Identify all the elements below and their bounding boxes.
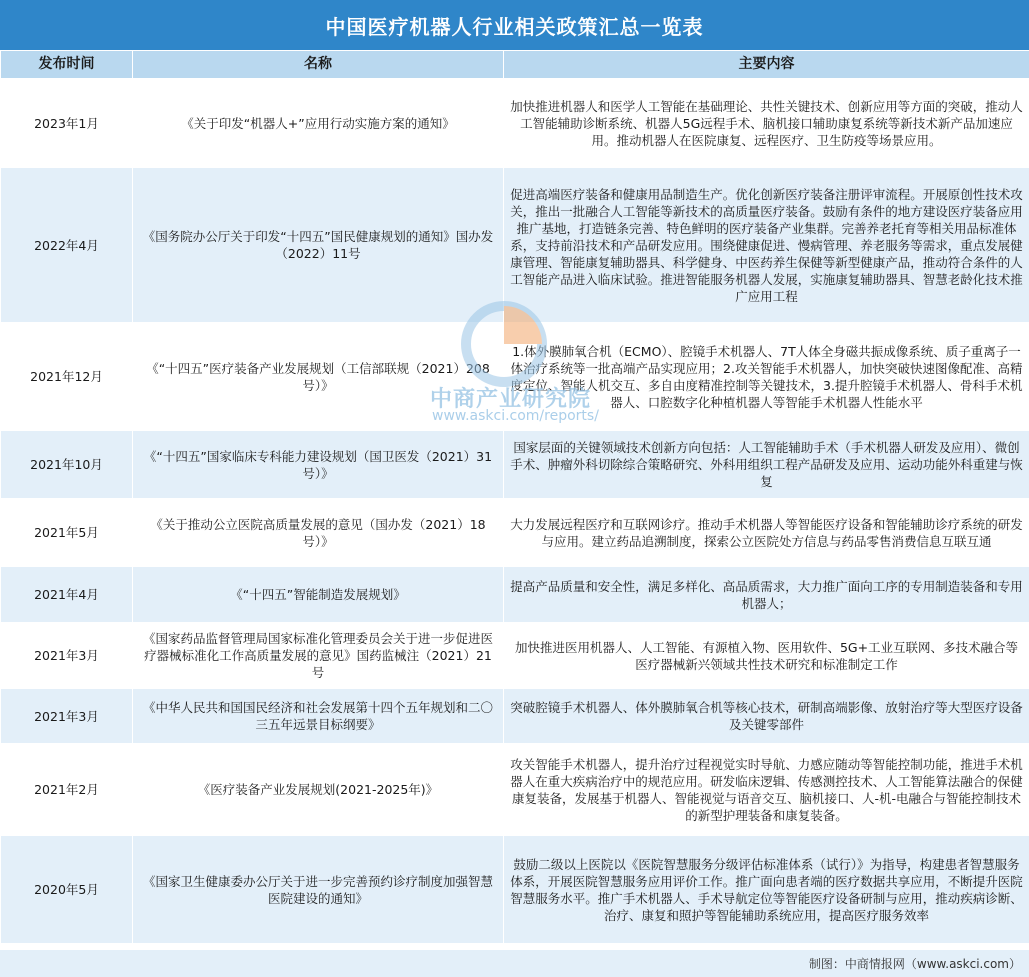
row-name: 《“十四五”智能制造发展规划》 bbox=[133, 567, 504, 623]
row-content: 加快推进医用机器人、人工智能、有源植入物、医用软件、5G+工业互联网、多技术融合等医疗器械新兴领域共性技术研究和标准制定工作 bbox=[504, 623, 1029, 689]
watermark-brand: 中商产业研究院 bbox=[430, 387, 592, 412]
table-row bbox=[1, 168, 1029, 323]
table-row bbox=[1, 431, 1029, 499]
row-date: 2021年12月 bbox=[1, 323, 133, 431]
row-name: 《“十四五”医疗装备产业发展规划（工信部联规（2021）208号）》 bbox=[133, 323, 504, 431]
watermark-url: www.askci.com/reports/ bbox=[432, 408, 599, 424]
row-name: 《关于推动公立医院高质量发展的意见（国办发（2021）18号）》 bbox=[133, 499, 504, 567]
row-name: 《中华人民共和国国民经济和社会发展第十四个五年规划和二〇三五年远景目标纲要》 bbox=[133, 689, 504, 744]
table-row bbox=[1, 499, 1029, 567]
row-name: 《“十四五”国家临床专科能力建设规划（国卫医发（2021）31号）》 bbox=[133, 431, 504, 499]
row-date: 2021年3月 bbox=[1, 689, 133, 744]
row-date: 2023年1月 bbox=[1, 79, 133, 168]
row-name: 《关于印发“机器人+”应用行动实施方案的通知》 bbox=[133, 79, 504, 168]
row-content: 促进高端医疗装备和健康用品制造生产。优化创新医疗装备注册评审流程。开展原创性技术攻关，推出一批融合人工智能等新技术的高质量医疗装备。鼓励有条件的地方建设医疗装备应用推广基地，打造链条完善、特色鲜明的医疗装备产业集群。完善养老托育等相关用品标准体系，支持前沿技术和产品研发应用。围绕健康促进、慢病管理、养老服务等需求，重点发展健康管理、智能康复辅助器具、科学健身、中医药养生保健等新型健康产品，推动符合条件的人工智能产品进入临床试验。推进智能服务机器人发展，实施康复辅助器具、智慧老龄化技术推广应用工程 bbox=[504, 168, 1029, 323]
row-name: 《国家药品监督管理局国家标准化管理委员会关于进一步促进医疗器械标准化工作高质量发展的意见》国药监械注（2021）21号 bbox=[133, 623, 504, 689]
table-row bbox=[1, 744, 1029, 836]
row-content: 鼓励二级以上医院以《医院智慧服务分级评估标准体系（试行）》为指导，构建患者智慧服务体系，开展医院智慧服务应用评价工作。推广面向患者端的医疗数据共享应用，不断提升医院智慧服务水平。推广手术机器人、手术导航定位等智能医疗设备研制与应用，推动疾病诊断、治疗、康复和照护等智能辅助系统应用，提高医疗服务效率 bbox=[504, 836, 1029, 944]
row-name: 《国务院办公厅关于印发“十四五”国民健康规划的通知》国办发（2022）11号 bbox=[133, 168, 504, 323]
row-date: 2021年2月 bbox=[1, 744, 133, 836]
table-row bbox=[1, 623, 1029, 689]
table-header-row bbox=[1, 51, 1029, 79]
row-date: 2021年10月 bbox=[1, 431, 133, 499]
column-header-name: 名称 bbox=[133, 51, 504, 79]
row-content: 攻关智能手术机器人，提升治疗过程视觉实时导航、力感应随动等智能控制功能，推进手术机器人在重大疾病治疗中的规范应用。研发临床逻辑、传感测控技术、人工智能算法融合的保健康复装备，发展基于机器人、智能视觉与语音交互、脑机接口、人-机-电融合与智能控制技术的新型护理装备和康复装备。 bbox=[504, 744, 1029, 836]
footer-credit: 制图：中商情报网（www.askci.com） bbox=[0, 950, 1029, 977]
table-row bbox=[1, 567, 1029, 623]
row-content: 突破腔镜手术机器人、体外膜肺氧合机等核心技术，研制高端影像、放射治疗等大型医疗设备及关键零部件 bbox=[504, 689, 1029, 744]
row-date: 2022年4月 bbox=[1, 168, 133, 323]
row-name: 《医疗装备产业发展规划(2021-2025年)》 bbox=[133, 744, 504, 836]
row-date: 2021年3月 bbox=[1, 623, 133, 689]
policy-table bbox=[0, 50, 1029, 944]
row-content: 大力发展远程医疗和互联网诊疗。推动手术机器人等智能医疗设备和智能辅助诊疗系统的研发与应用。建立药品追溯制度，探索公立医院处方信息与药品零售消费信息互联互通 bbox=[504, 499, 1029, 567]
column-header-date: 发布时间 bbox=[1, 51, 133, 79]
table-row bbox=[1, 79, 1029, 168]
row-content: 提高产品质量和安全性，满足多样化、高品质需求，大力推广面向工序的专用制造装备和专用机器人； bbox=[504, 567, 1029, 623]
row-content: 1.体外膜肺氧合机（ECMO）、腔镜手术机器人、7T人体全身磁共振成像系统、质子重离子一体治疗系统等一批高端产品实现应用；2.攻关智能手术机器人，加快突破快速图像配准、高精度定位、智能人机交互、多自由度精准控制等关键技术，3.提升腔镜手术机器人、骨科手术机器人、口腔数字化种植机器人等智能手术机器人性能水平 bbox=[504, 323, 1029, 431]
row-content: 加快推进机器人和医学人工智能在基础理论、共性关键技术、创新应用等方面的突破，推动人工智能辅助诊断系统、机器人5G远程手术、脑机接口辅助康复系统等新技术新产品加速应用。推动机器人在医院康复、远程医疗、卫生防疫等场景应用。 bbox=[504, 79, 1029, 168]
page-title: 中国医疗机器人行业相关政策汇总一览表 bbox=[0, 0, 1029, 50]
row-content: 国家层面的关键领域技术创新方向包括：人工智能辅助手术（手术机器人研发及应用）、微创手术、肿瘤外科切除综合策略研究、外科用组织工程产品研发及应用、运动功能外科重建与恢复 bbox=[504, 431, 1029, 499]
row-date: 2021年4月 bbox=[1, 567, 133, 623]
table-row bbox=[1, 689, 1029, 744]
table-row bbox=[1, 836, 1029, 944]
row-date: 2021年5月 bbox=[1, 499, 133, 567]
row-name: 《国家卫生健康委办公厅关于进一步完善预约诊疗制度加强智慧医院建设的通知》 bbox=[133, 836, 504, 944]
column-header-content: 主要内容 bbox=[504, 51, 1029, 79]
row-date: 2020年5月 bbox=[1, 836, 133, 944]
